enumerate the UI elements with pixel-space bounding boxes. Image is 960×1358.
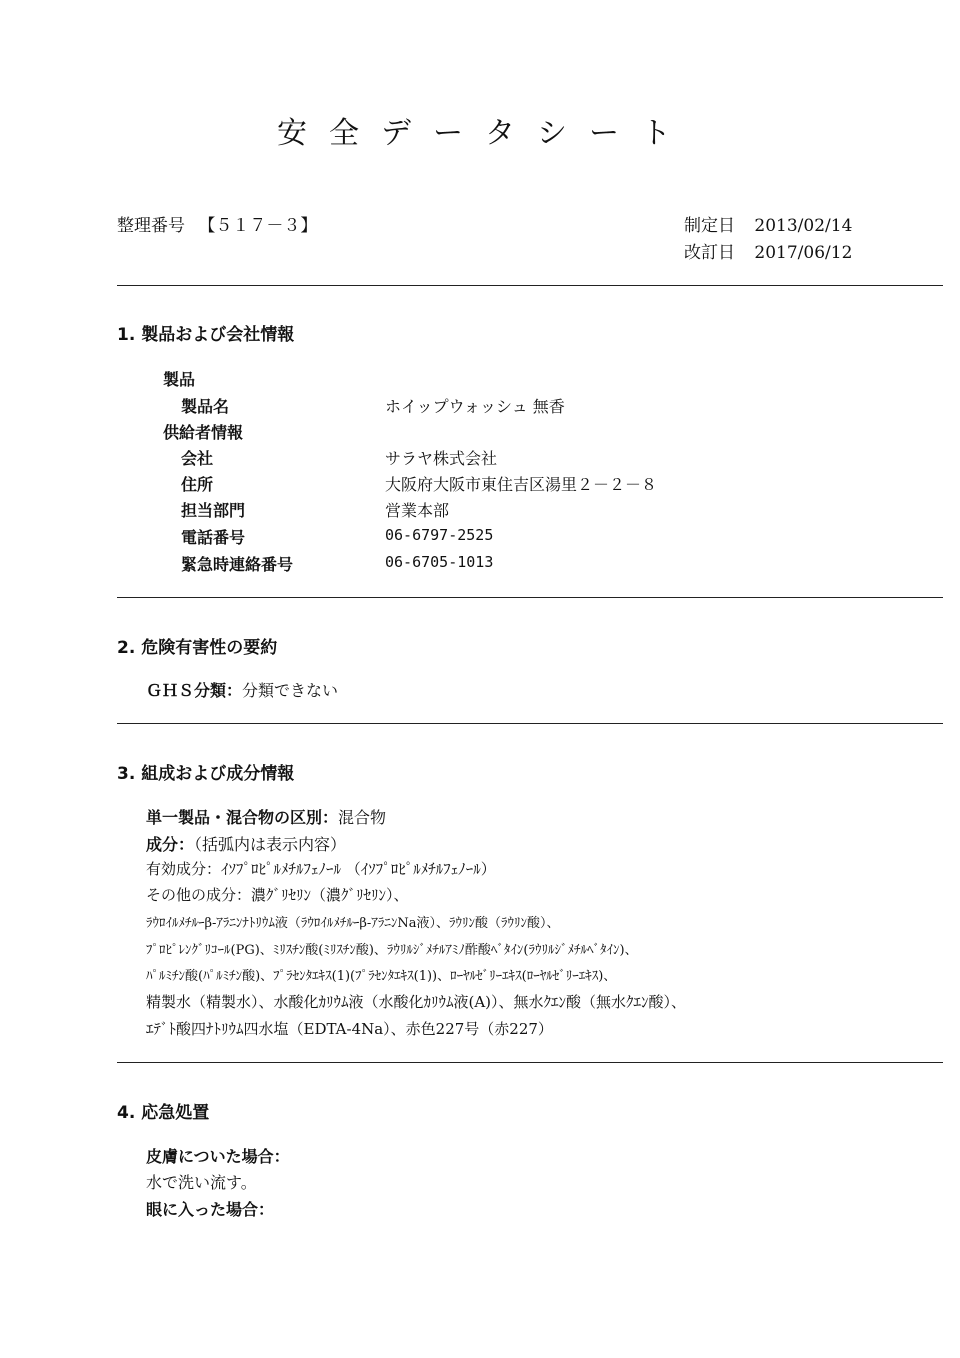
section-3-heading: 3. 組成および成分情報 [117,764,295,784]
ghs-value: 分類できない [242,681,339,700]
address-value: 大阪府大阪市東住吉区湯里２－２－８ [385,475,658,494]
product-group-label: 製品 [163,370,196,389]
address-label: 住所 [181,475,214,494]
reference-number-label: 整理番号 [117,216,185,236]
ingredient-line-3: ﾊﾟﾙﾐﾁﾝ酸(ﾊﾟﾙﾐﾁﾝ酸)、ﾌﾟﾗｾﾝﾀｴｷｽ(1)(ﾌﾟﾗｾﾝﾀｴｷｽ(1))、ﾛｰﾔﾙｾﾞﾘｰｴｷｽ(ﾛｰﾔﾙｾﾞﾘｰｴｷｽ)、 [146,969,617,984]
divider [117,1062,943,1063]
section-4-heading: 4. 応急処置 [117,1103,210,1123]
emergency-phone-value: 06-6705-1013 [385,553,494,571]
ingredient-line-4: 精製水（精製水）、水酸化ｶﾘｳﾑ液（水酸化ｶﾘｳﾑ液(A)）、無水ｸｴﾝ酸（無水ｸｴﾝ酸）、 [146,993,687,1011]
substance-mixture-value: 混合物 [338,808,387,827]
other-ingredients: その他の成分：濃ｸﾞﾘｾﾘﾝ（濃ｸﾞﾘｾﾘﾝ）、 [146,886,409,904]
divider [117,597,943,598]
revised-date-value: 2017/06/12 [754,243,853,263]
supplier-group-label: 供給者情報 [163,423,244,442]
product-name-label: 製品名 [181,397,230,416]
phone-value: 06-6797-2525 [385,526,494,544]
established-date [684,211,852,236]
reference-number-value: 【５１７－３】 [198,216,318,236]
department-value: 営業本部 [385,501,450,520]
skin-contact-label: 皮膚についた場合： [146,1147,290,1166]
skin-contact-text: 水で洗い流す。 [146,1173,257,1192]
department-label: 担当部門 [181,501,246,520]
page-title: 安全データシート [277,116,693,151]
components-heading [146,832,346,855]
section-1-heading: 1. 製品および会社情報 [117,325,295,345]
ingredient-line-1: ﾗｳﾛｲﾙﾒﾁﾙｰβ-ｱﾗﾆﾝﾅﾄﾘｳﾑ液（ﾗｳﾛｲﾙﾒﾁﾙｰβ-ｱﾗﾆﾝNa液）、ﾗｳﾘﾝ酸（ﾗｳﾘﾝ酸）、 [146,916,560,931]
components-note: （括弧内は表示内容） [194,835,347,854]
revised-date-label: 改訂日 [684,243,735,263]
divider [117,285,943,286]
components-label: 成分： [146,835,195,854]
reference-number [117,211,317,236]
substance-mixture [146,805,386,828]
phone-label: 電話番号 [181,528,246,547]
section-2-heading: 2. 危険有害性の要約 [117,638,278,658]
product-name-value: ホイップウォッシュ 無香 [385,397,565,416]
substance-mixture-label: 単一製品・混合物の区別： [146,808,339,827]
divider [117,723,943,724]
company-value: サラヤ株式会社 [385,449,498,468]
emergency-phone-label: 緊急時連絡番号 [181,555,294,574]
established-date-value: 2013/02/14 [754,216,853,236]
ingredient-line-5: ｴﾃﾞﾄ酸四ﾅﾄﾘｳﾑ四水塩（EDTA-4Na）、赤色227号（赤227） [146,1020,553,1038]
revised-date [684,238,852,263]
ingredient-line-2: ﾌﾟﾛﾋﾟﾚﾝｸﾞﾘｺｰﾙ(PG)、ﾐﾘｽﾁﾝ酸(ﾐﾘｽﾁﾝ酸)、ﾗｳﾘﾙｼﾞﾒﾁﾙｱﾐﾉ酢酸ﾍﾞﾀｲﾝ(ﾗｳﾘﾙｼﾞﾒﾁﾙﾍﾞﾀｲﾝ)、 [146,943,638,958]
ghs-classification [146,678,338,701]
eye-contact-label: 眼に入った場合： [146,1200,275,1219]
company-label: 会社 [181,449,214,468]
ghs-label: ＧＨＳ分類： [146,681,243,700]
established-date-label: 制定日 [684,216,735,236]
active-ingredient: 有効成分：ｲｿﾌﾟﾛﾋﾟﾙﾒﾁﾙﾌｪﾉｰﾙ （ｲｿﾌﾟﾛﾋﾟﾙﾒﾁﾙﾌｪﾉｰﾙ） [146,860,496,878]
